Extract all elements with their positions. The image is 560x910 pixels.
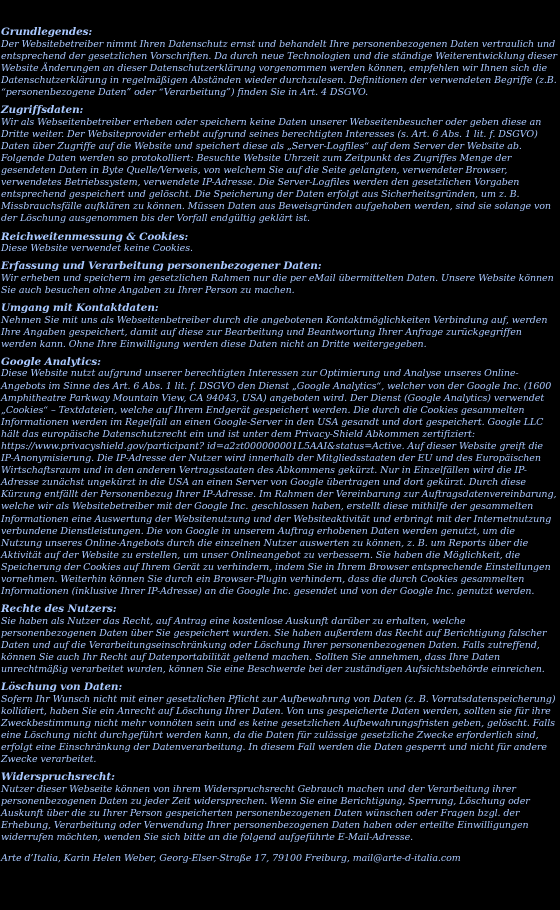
section-text: Nehmen Sie mit uns als Webseitenbetreiber durch die angebotenen Kontaktmöglichkeiten Verbindung auf, werden Ihre Angaben gespeichert, damit auf diese zur Bearbeitung und Beantwortung Ihrer Anfrage zurückgegriffen werden kann. Ohne Ihre Einwilligung werden diese Daten nicht an Dritte weitergegeben. xyxy=(1,314,548,350)
section-heading: Google Analytics: xyxy=(1,355,101,368)
section-heading: Reichweitenmessung & Cookies: xyxy=(1,230,189,243)
section-google-analytics xyxy=(1,356,558,598)
section-heading: Rechte des Nutzers: xyxy=(1,603,117,616)
section-kontaktdaten xyxy=(1,302,558,351)
section-loeschung xyxy=(1,681,558,766)
section-grundlegendes xyxy=(1,26,558,99)
section-text: Wir erheben und speichern im gesetzlichen Rahmen nur die per eMail übermittelten Daten. Unsere Website können Sie auch besuchen ohne Angaben zu Ihrer Person zu machen. xyxy=(1,272,554,296)
section-heading: Zugriffsdaten: xyxy=(1,104,84,117)
section-zugriffsdaten xyxy=(1,104,558,225)
section-erfassung xyxy=(1,260,558,297)
section-text: Diese Website nutzt aufgrund unserer berechtigten Interessen zur Optimierung und Analyse unseres Online-Angebots im Sinne des Art. 6 Abs. 1 lit. f. DSGVO den Dienst „Google Analytics“, welcher von der Google Inc. (1600 Amphitheatre Parkway Mountain View, CA 94043, USA) angeboten wird. Der Dienst (Google Analytics) verwendet „Cookies“ – Textdateien, welche auf Ihrem Endgerät gespeichert werden. Die durch die Cookies gesammelten Informationen werden im Regelfall an einen Google-Server in den USA gesandt und dort gespeichert. Google LLC hält das europäische Datenschutzrecht ein und ist unter dem Privacy-Shield Abkommen zertifiziert: https://www.privacyshield.gov/participant? id=a2zt000000001L5AAI&status=Active. Auf dieser Website greift die IP-Anonymisierung. Die IP-Adresse der Nutzer wird innerhalb der Mitgliedsstaaten der EU und des Europäischen Wirtschaftsraum und in den anderen Vertragsstaaten des Abkommens gekürzt. Nur in Einzelfällen wird die IP-Adresse zunächst ungekürzt in die USA an einen Server von Google übertragen und dort gekürzt. Durch diese Kürzung entfällt der Personenbezug Ihrer IP-Adresse. Im Rahmen der Vereinbarung zur Auftragsdatenvereinbarung, welche wir als Websitebetreiber mit der Google Inc. geschlossen haben, erstellt diese mithilfe der gesammelten Informationen eine Auswertung der Websitenutzung und der Websiteaktivität und erbringt mit der Internetnutzung verbundene Dienstleistungen. Die von Google in unserem Auftrag erhobenen Daten werden genutzt, um die Nutzung unseres Online-Angebots durch die einzelnen Nutzer auswerten zu können, z. B. um Reports über die Aktivität auf der Website zu erstellen, um unser Onlineangebot zu verbessern. Sie haben die Möglichkeit, die Speicherung der Cookies auf Ihrem Gerät zu verhindern, indem Sie in Ihrem Browser entsprechende Einstellungen vornehmen. Weiterhin können Sie durch ein Browser-Plugin verhindern, dass die durch Cookies gesammelten Informationen (inklusive Ihrer IP-Adresse) an die Google Inc. gesendet und von der Google Inc. genutzt werden. xyxy=(1,368,557,598)
section-text: Nutzer dieser Webseite können von ihrem Widerspruchsrecht Gebrauch machen und der Verarbeitung ihrer personenbezogenen Daten zu jeder Zeit widersprechen. Wenn Sie eine Berichtigung, Sperrung, Löschung oder Auskunft über die zu Ihrer Person gespeicherten personenbezogenen Daten wünschen oder Fragen bzgl. der Erhebung, Verarbeitung oder Verwendung Ihrer personenbezogenen Daten haben oder erteilte Einwilligungen widerrufen möchten, wenden Sie sich bitte an die folgend aufgeführte E-Mail-Adresse. xyxy=(1,784,530,844)
section-text: Sie haben als Nutzer das Recht, auf Antrag eine kostenlose Auskunft darüber zu erhalten, welche personenbezogenen Daten über Sie gespeichert wurden. Sie haben außerdem das Recht auf Berichtigung falscher Daten und auf die Verarbeitungseinschränkung oder Löschung Ihrer personenbezogenen Daten. Falls zutreffend, können Sie auch Ihr Recht auf Datenportabilität geltend machen. Sollten Sie annehmen, dass Ihre Daten unrechtmäßig verarbeitet wurden, können Sie eine Beschwerde bei der zuständigen Aufsichtsbehörde einreichen. xyxy=(1,615,547,676)
section-heading: Grundlegendes: xyxy=(1,26,93,38)
section-text: Diese Website verwendet keine Cookies. xyxy=(1,243,193,255)
section-text: Der Websitebetreiber nimmt Ihren Datenschutz ernst und behandelt Ihre personenbezogenen Daten vertraulich und entsprechend der gesetzlichen Vorschriften. Da durch neue Technologien und die ständige Weiterentwicklung dieser Website Änderungen an dieser Datenschutzerklärung vorgenommen werden können, empfehlen wir Ihnen sich die Datenschutzerklärung in regelmäßigen Abständen wieder durchzulesen. Definitionen der verwendeten Begriffe (z.B. “personenbezogene Daten” oder “Verarbeitung”) finden Sie in Art. 4 DSGVO. xyxy=(1,38,557,98)
section-heading: Löschung von Daten: xyxy=(1,681,123,694)
section-text: Wir als Webseitenbetreiber erheben oder speichern keine Daten unserer Webseitenbesucher oder geben diese an Dritte weiter. Der Websiteprovider erhebt aufgrund seines berechtigten Interesses (s. Art. 6 Abs. 1 lit. f. DSGVO) Daten über Zugriffe auf die Website und speichert diese als „Server-Logfiles“ auf dem Server der Website ab. Folgende Daten werden so protokolliert: Besuchte Website Uhrzeit zum Zeitpunkt des Zugriffes Menge der gesendeten Daten in Byte Quelle/Verweis, von welchem Sie auf die Seite gelangten, verwendeter Browser, verwendetes Betriebssystem, verwendete IP-Adresse. Die Server-Logfiles werden den gesetzlichen Vorgaben entsprechend gespeichert und gelöscht. Die Speicherung der Daten erfolgt aus Sicherheitsgründen, um z. B. Missbrauchsfälle aufklären zu können. Müssen Daten aus Beweisgründen aufgehoben werden, sind sie solange von der Löschung ausgenommen bis der Vorfall endgültig geklärt ist. xyxy=(1,116,551,225)
section-heading: Widerspruchsrecht: xyxy=(1,771,115,784)
section-text: Sofern Ihr Wunsch nicht mit einer gesetzlichen Pflicht zur Aufbewahrung von Daten (z. B. Vorratsdatenspeicherung) kollidiert, haben Sie ein Anrecht auf Löschung Ihrer Daten. Von uns gespeicherte Daten werden, sollten sie für ihre Zweckbestimmung nicht mehr vonnöten sein und es keine gesetzlichen Aufbewahrungsfristen geben, gelöscht. Falls eine Löschung nicht durchgeführt werden kann, da die Daten für zulässige gesetzliche Zwecke erforderlich sind, erfolgt eine Einschränkung der Datenverarbeitung. In diesem Fall werden die Daten gesperrt und nicht für andere Zwecke verarbeitet. xyxy=(1,693,556,766)
section-reichweitenmessung xyxy=(1,231,558,256)
section-heading: Erfassung und Verarbeitung personenbezogener Daten: xyxy=(1,260,322,273)
section-heading: Umgang mit Kontaktdaten: xyxy=(1,301,159,314)
section-rechte xyxy=(1,603,558,676)
section-widerspruchsrecht xyxy=(1,771,558,844)
contact-footer: Arte d’Italia, Karin Helen Weber, Georg-Elser-Straße 17, 79100 Freiburg, mail@arte-d-italia.com xyxy=(1,852,461,864)
